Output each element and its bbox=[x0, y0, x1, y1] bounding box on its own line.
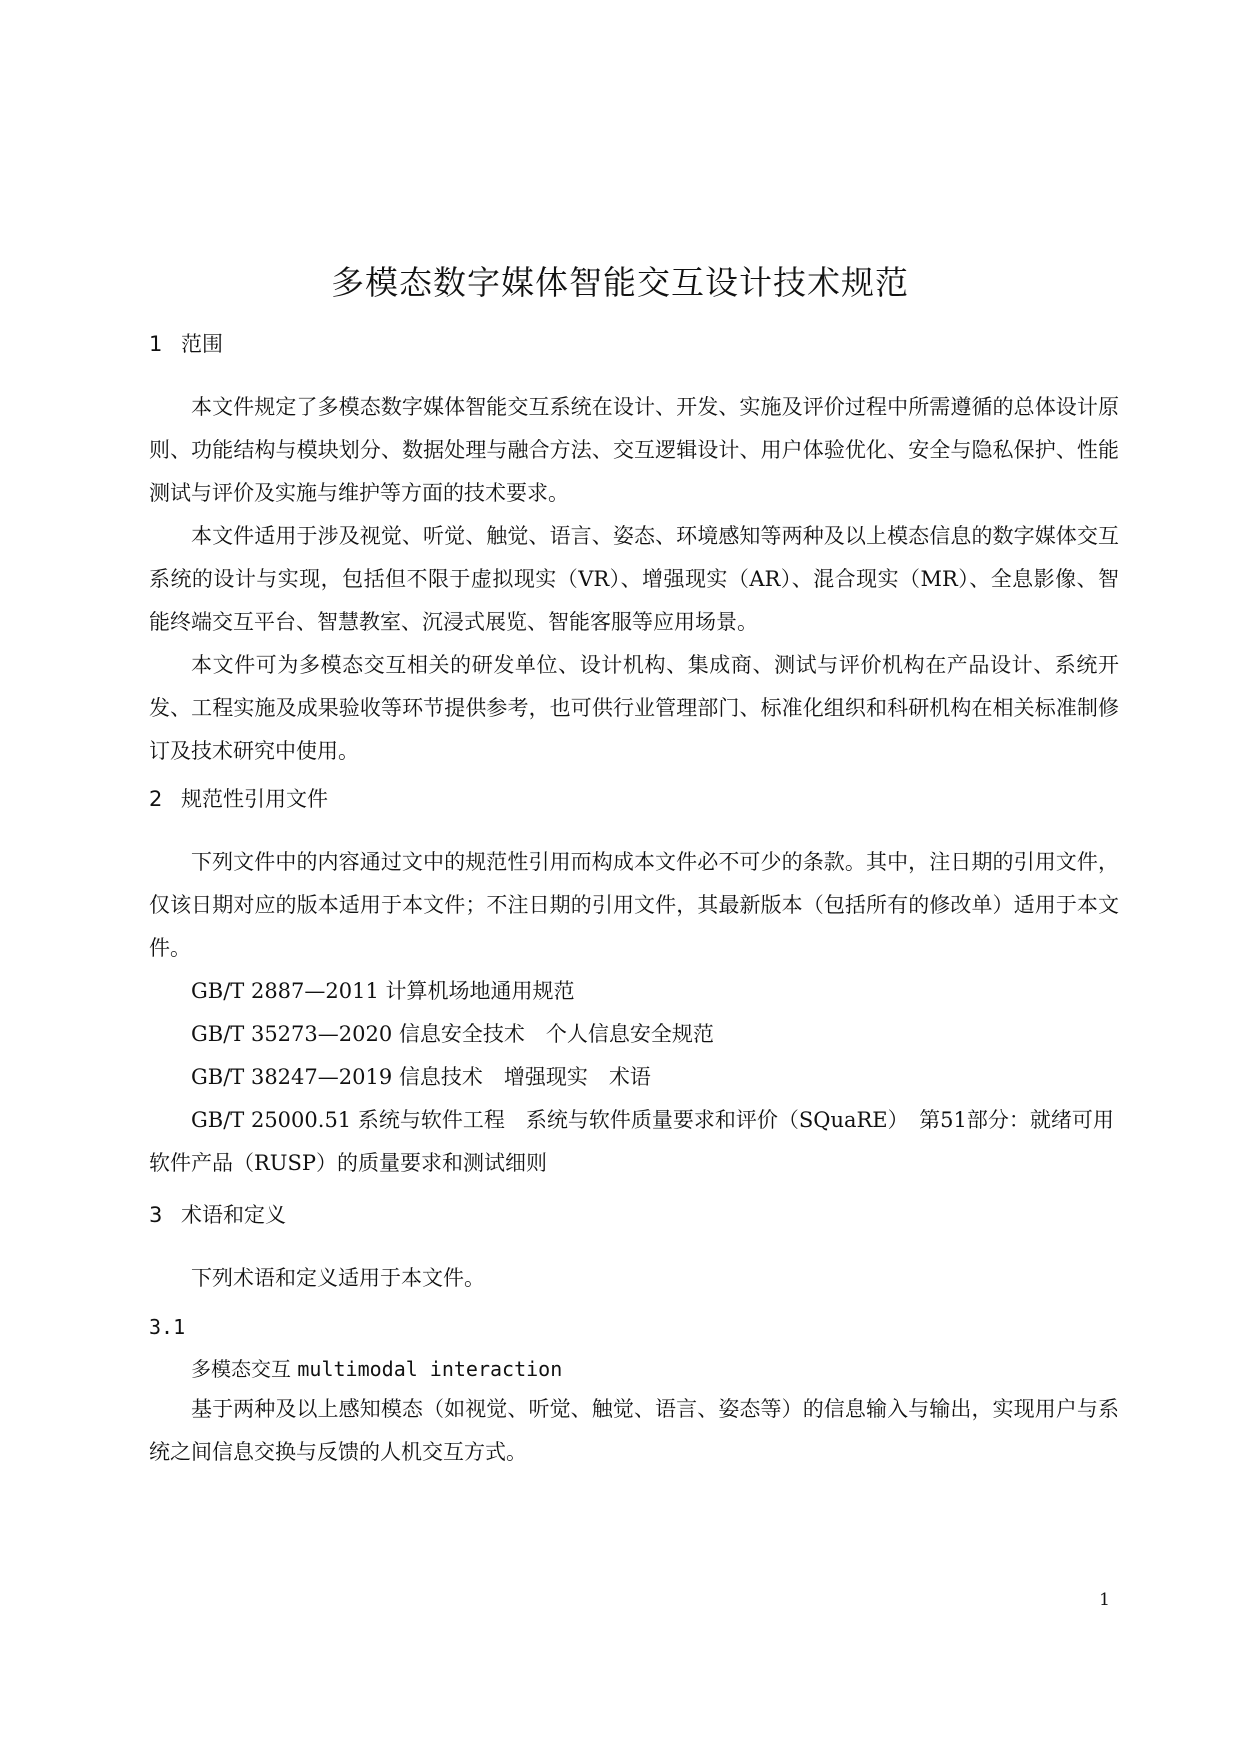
section-1-paragraph-3: 本文件可为多模态交互相关的研发单位、设计机构、集成商、测试与评价机构在产品设计、系统开发、工程实施及成果验收等环节提供参考，也可供行业管理部门、标准化组织和科研机构在相关标准制修订及技术研究中使用。 bbox=[149, 653, 1119, 763]
term-definition: 基于两种及以上感知模态（如视觉、听觉、触觉、语言、姿态等）的信息输入与输出，实现用户与系统之间信息交换与反馈的人机交互方式。 bbox=[149, 1397, 1119, 1464]
section-2-heading bbox=[149, 783, 328, 815]
term-number: 3.1 bbox=[149, 1315, 186, 1339]
reference-item: GB/T 2887—2011 计算机场地通用规范 bbox=[191, 979, 575, 1003]
section-2-title: 规范性引用文件 bbox=[181, 787, 328, 811]
section-2-number: 2 bbox=[149, 787, 163, 811]
section-2-intro: 下列文件中的内容通过文中的规范性引用而构成本文件必不可少的条款。其中，注日期的引用文件，仅该日期对应的版本适用于本文件；不注日期的引用文件，其最新版本（包括所有的修改单）适用于本文件。 bbox=[149, 850, 1119, 960]
section-3-title: 术语和定义 bbox=[181, 1203, 286, 1227]
section-3-number: 3 bbox=[149, 1203, 163, 1227]
section-1-title: 范围 bbox=[181, 332, 223, 356]
section-1-heading bbox=[149, 328, 223, 360]
reference-item: GB/T 25000.51 系统与软件工程 系统与软件质量要求和评价（SQuaRE） 第51部分：就绪可用软件产品（RUSP）的质量要求和测试细则 bbox=[149, 1108, 1114, 1175]
document-title: 多模态数字媒体智能交互设计技术规范 bbox=[331, 263, 909, 302]
term-entry bbox=[191, 1353, 562, 1385]
reference-item: GB/T 35273—2020 信息安全技术 个人信息安全规范 bbox=[191, 1022, 714, 1046]
term-english: multimodal interaction bbox=[297, 1357, 563, 1381]
section-3-intro: 下列术语和定义适用于本文件。 bbox=[191, 1266, 485, 1290]
section-1-number: 1 bbox=[149, 332, 163, 356]
page-number: 1 bbox=[1099, 1590, 1110, 1610]
section-3-heading bbox=[149, 1199, 286, 1231]
term-chinese: 多模态交互 bbox=[191, 1357, 291, 1381]
section-1-paragraph-1: 本文件规定了多模态数字媒体智能交互系统在设计、开发、实施及评价过程中所需遵循的总体设计原则、功能结构与模块划分、数据处理与融合方法、交互逻辑设计、用户体验优化、安全与隐私保护、性能测试与评价及实施与维护等方面的技术要求。 bbox=[149, 395, 1119, 505]
section-1-paragraph-2: 本文件适用于涉及视觉、听觉、触觉、语言、姿态、环境感知等两种及以上模态信息的数字媒体交互系统的设计与实现，包括但不限于虚拟现实（VR）、增强现实（AR）、混合现实（MR）、全息影像、智能终端交互平台、智慧教室、沉浸式展览、智能客服等应用场景。 bbox=[149, 524, 1119, 634]
reference-item: GB/T 38247—2019 信息技术 增强现实 术语 bbox=[191, 1065, 651, 1089]
